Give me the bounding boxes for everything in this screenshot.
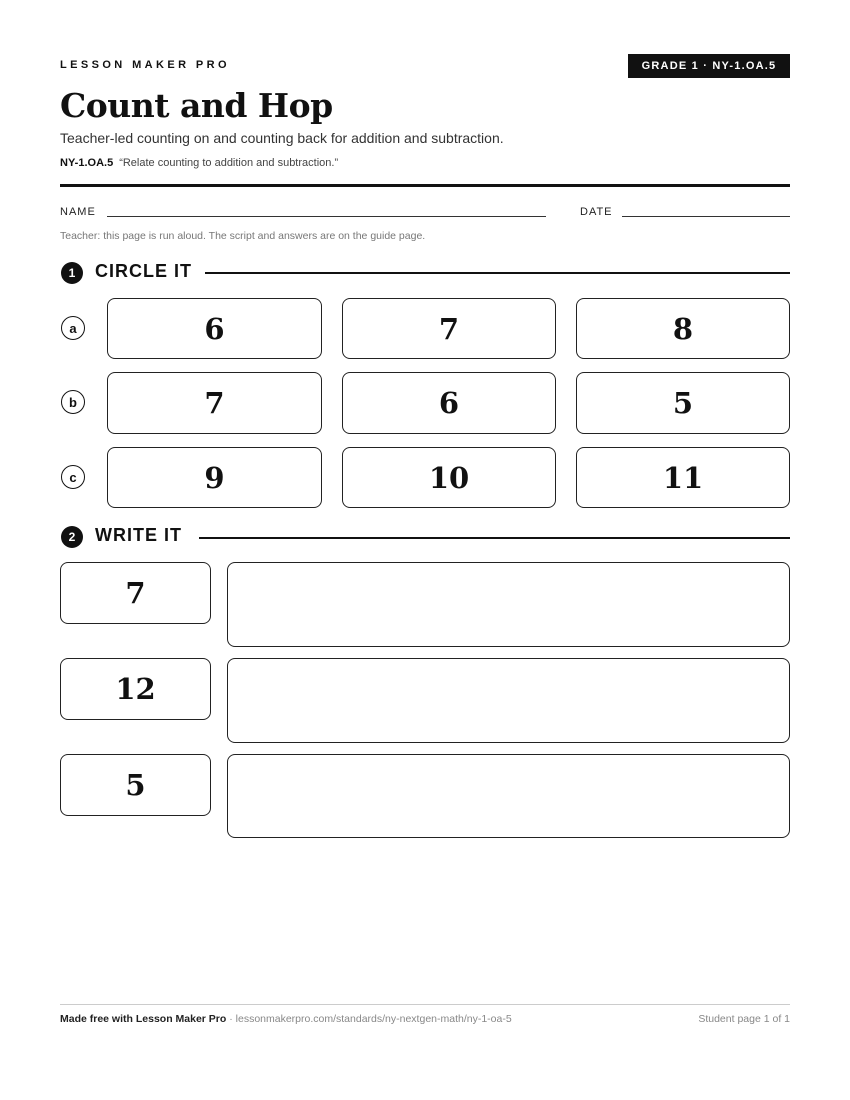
brand-name: LESSON MAKER PRO [60,59,230,71]
choice-a-2[interactable]: 7 [342,298,556,359]
date-field[interactable] [622,216,790,217]
footer-credit [60,1013,512,1025]
write-answer-box-1[interactable] [227,562,790,647]
choice-b-3[interactable]: 5 [576,372,790,434]
name-field[interactable] [107,216,546,217]
row-c-letter: c [61,465,85,489]
footer-url[interactable]: · lessonmakerpro.com/standards/ny-nextgen-math/ny-1-oa-5 [226,1013,512,1025]
write-answer-box-2[interactable] [227,658,790,743]
choice-b-1[interactable]: 7 [107,372,322,434]
write-number-3: 5 [60,754,211,816]
row-b-letter: b [61,390,85,414]
choice-c-1[interactable]: 9 [107,447,322,508]
write-number-2: 12 [60,658,211,720]
teacher-note: Teacher: this page is run aloud. The script and answers are on the guide page. [60,230,426,242]
name-label: NAME [60,206,96,218]
footer-page-number: Student page 1 of 1 [698,1013,790,1025]
date-label: DATE [580,206,613,218]
row-a-letter: a [61,316,85,340]
footer-made-with: Made free with Lesson Maker Pro [60,1013,227,1025]
write-answer-box-3[interactable] [227,754,790,838]
choice-c-2[interactable]: 10 [342,447,556,508]
write-number-1: 7 [60,562,211,624]
grade-standard-badge: GRADE 1 · NY-1.OA.5 [628,54,790,78]
section-1-title: CIRCLE IT [95,261,192,281]
footer-divider [60,1004,790,1005]
section-1-number: 1 [61,262,83,284]
standard-text: “Relate counting to addition and subtraction.” [119,157,339,169]
section-2-number: 2 [61,526,83,548]
choice-a-1[interactable]: 6 [107,298,322,359]
choice-b-2[interactable]: 6 [342,372,556,434]
choice-c-3[interactable]: 11 [576,447,790,508]
header-divider [60,184,790,187]
choice-a-3[interactable]: 8 [576,298,790,359]
section-2-title: WRITE IT [95,525,182,545]
worksheet-title: Count and Hop [60,86,333,125]
section-2-rule [199,537,790,539]
worksheet-subtitle: Teacher-led counting on and counting back for addition and subtraction. [60,130,504,146]
standard-reference [60,157,338,169]
standard-code: NY-1.OA.5 [60,157,114,169]
section-1-rule [205,272,790,274]
